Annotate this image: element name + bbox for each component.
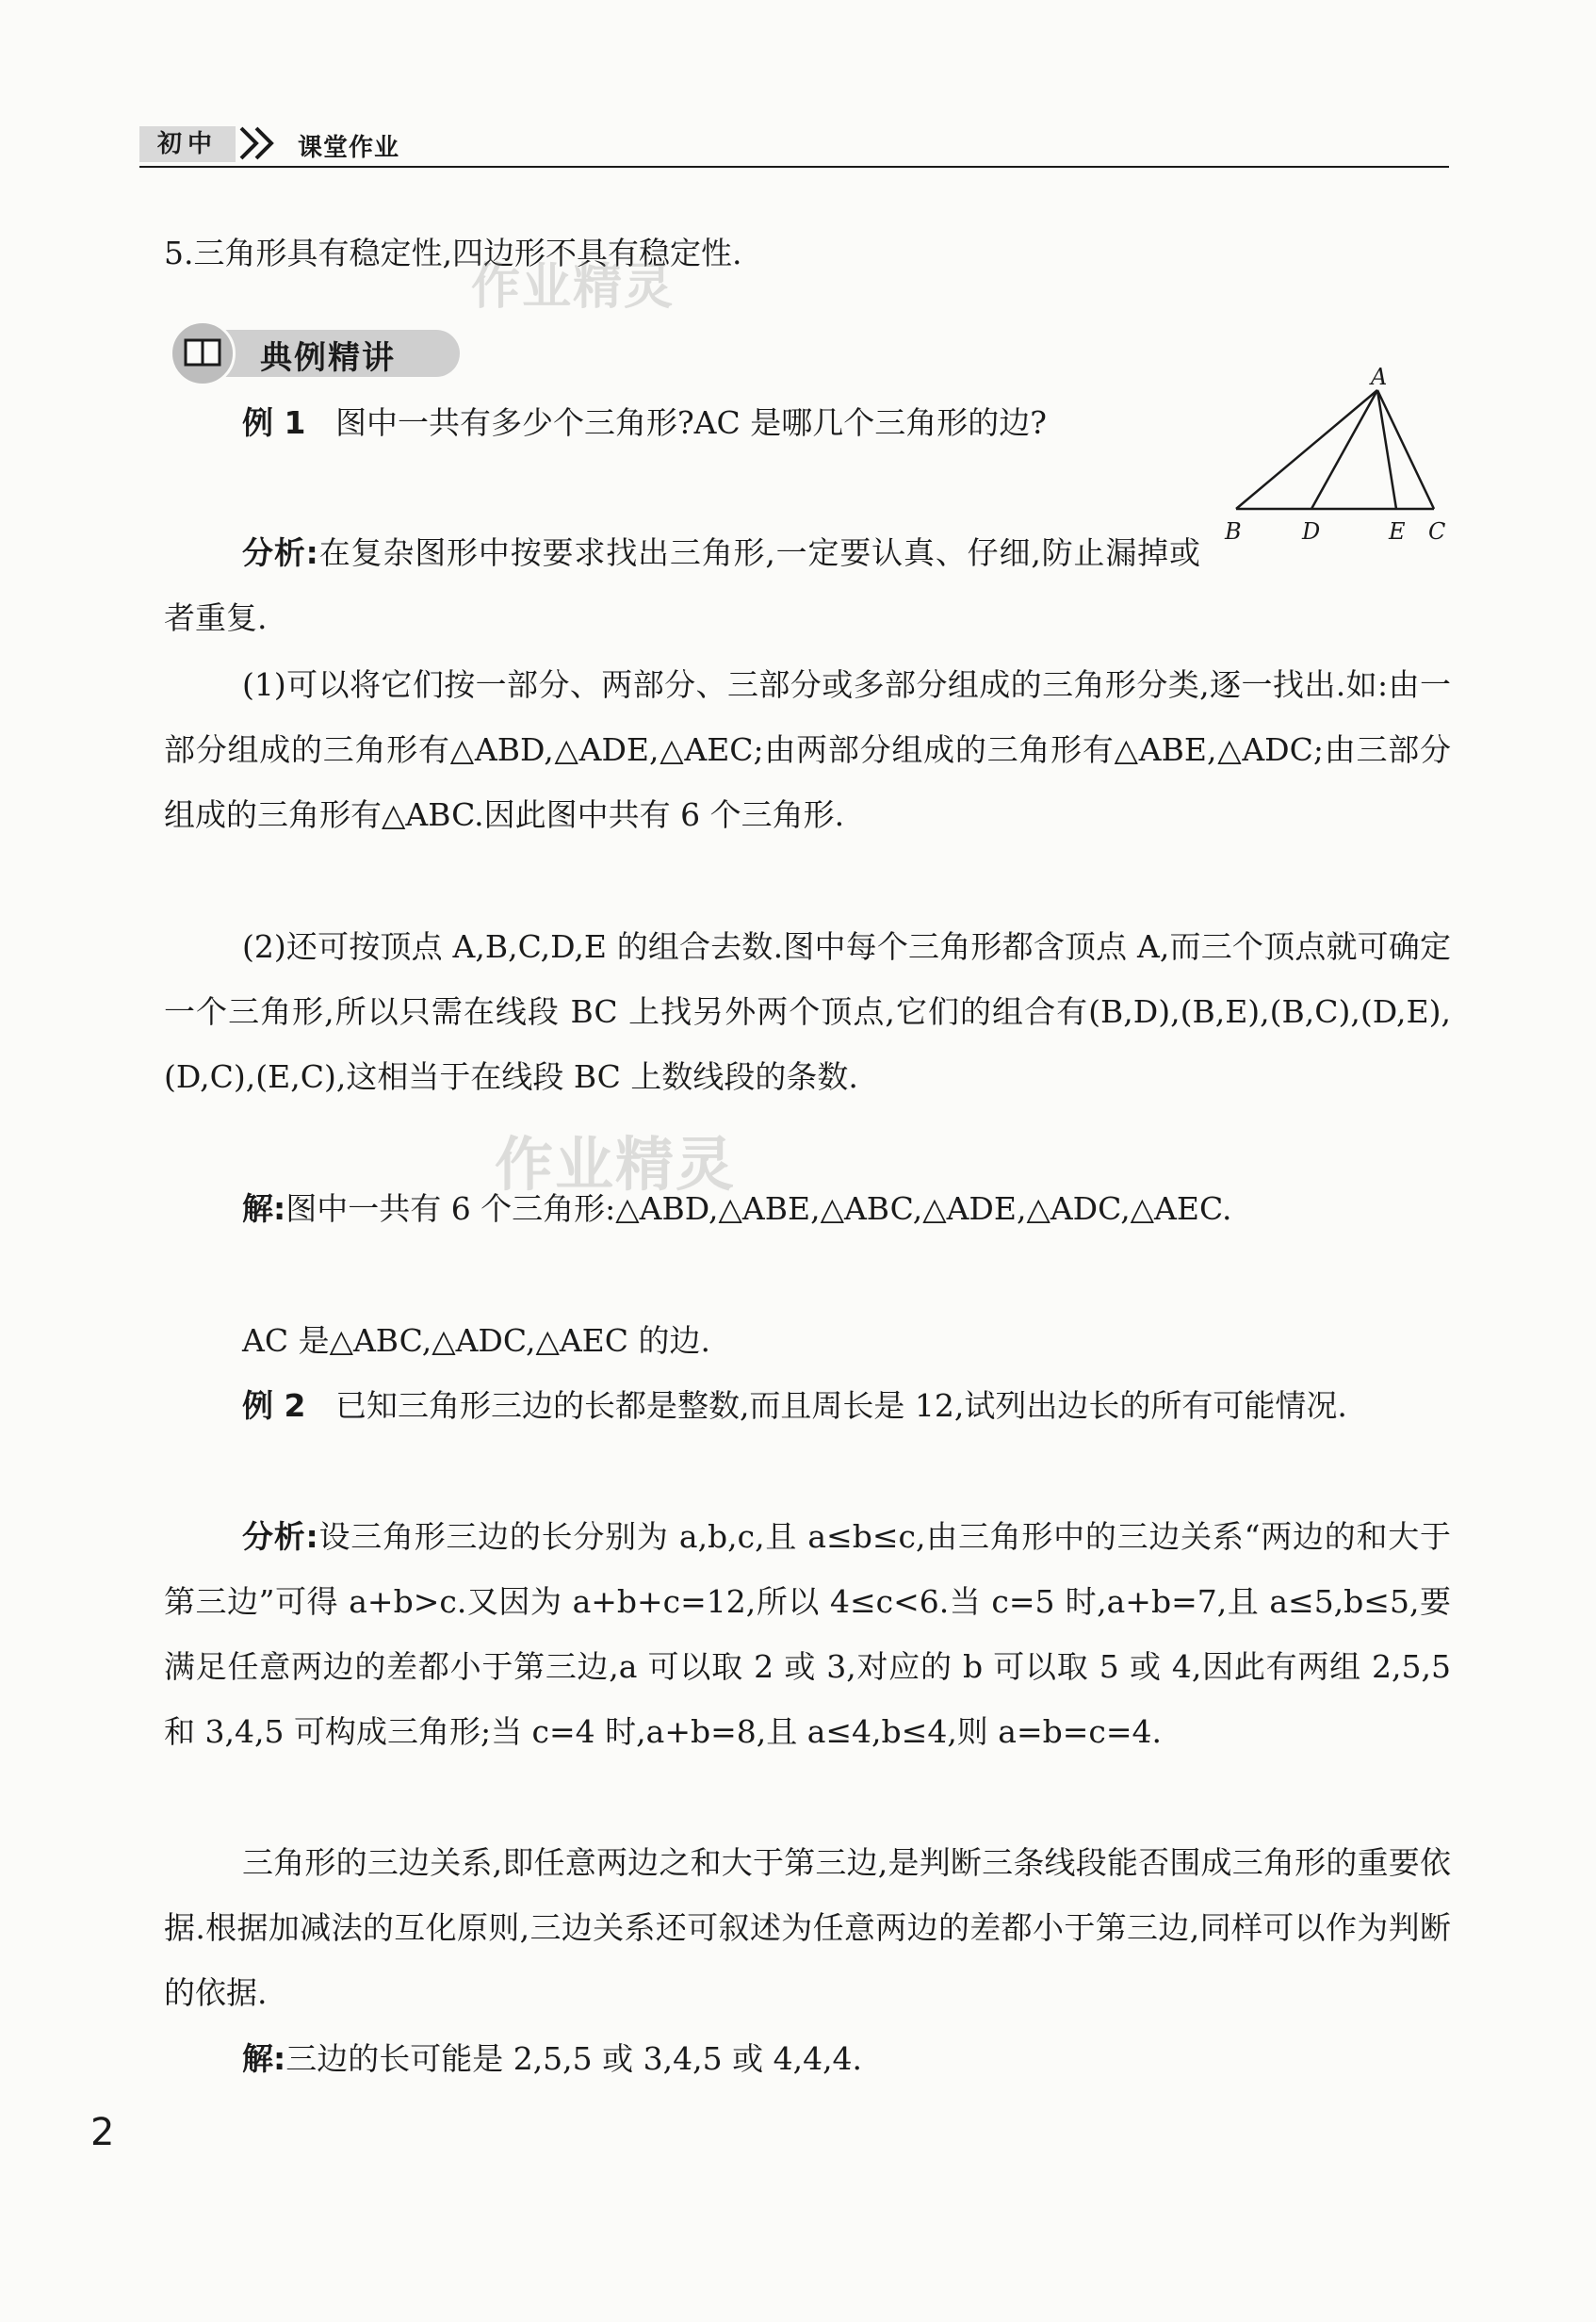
series-title: 课堂作业: [298, 134, 400, 162]
analysis-label: 分析:: [242, 534, 318, 571]
example1-method1: (1)可以将它们按一部分、两部分、三部分或多部分组成的三角形分类,逐一找出.如:由一部分组成的三角形有△ABD,△ADE,△AEC;由两部分组成的三角形有△ABE,△ADC;由三部分组成的三角形有△ABC.因此图中共有 6 个三角形.: [164, 666, 1451, 833]
solution-text: 图中一共有 6 个三角形:△ABD,△ABE,△ABC,△ADE,△ADC,△AEC.: [285, 1190, 1232, 1227]
section-title: 典例精讲: [260, 339, 396, 377]
solution-label: 解:: [242, 2040, 286, 2077]
vertex-label-d: D: [1302, 518, 1321, 545]
vertex-label-a: A: [1371, 366, 1388, 390]
example1-solution2: AC 是△ABC,△ADC,△AEC 的边.: [242, 1322, 710, 1359]
solution-text: 三边的长可能是 2,5,5 或 3,4,5 或 4,4,4.: [285, 2040, 863, 2077]
example1-solution: [164, 1176, 1451, 1241]
example1-question: [164, 390, 1200, 455]
analysis-text: 设三角形三边的长分别为 a,b,c,且 a≤b≤c,由三角形中的三边关系“两边的和大于第三边”可得 a+b>c.又因为 a+b+c=12,所以 4≤c<6.当 c=5 时,a+b=7,且 a≤5,b≤5,要满足任意两边的差都小于第三边,a 可以取 2 或 3,对应的 b 可以取 5 或 4,因此有两组 2,5,5 和 3,4,5 可构成三角形;当 c=4 时,a+b=8,且 a≤4,b≤4,则 a=b=c=4.: [164, 1518, 1452, 1750]
section-heading: [170, 320, 462, 384]
vertex-label-e: E: [1389, 518, 1406, 545]
page-number: 2: [90, 2111, 115, 2154]
example2-note: 三角形的三边关系,即任意两边之和大于第三边,是判断三条线段能否围成三角形的重要依据.根据加减法的互化原则,三边关系还可叙述为任意两边的差都小于第三边,同样可以作为判断的依据.: [164, 1844, 1451, 2011]
section-badge: [170, 320, 236, 386]
watermark: 作业精灵: [471, 259, 676, 316]
vertex-label-c: C: [1428, 518, 1446, 545]
point-5: 5.三角形具有稳定性,四边形不具有稳定性.: [164, 235, 742, 271]
example1-method2: (2)还可按顶点 A,B,C,D,E 的组合去数.图中每个三角形都含顶点 A,而三个顶点就可确定一个三角形,所以只需在线段 BC 上找另外两个顶点,它们的组合有(B,D),(B,E),(B,C),(D,E),(D,C),(E,C),这相当于在线段 BC 上数线段的条数.: [164, 928, 1451, 1095]
header-rule: [139, 166, 1449, 168]
page-header: [139, 123, 1449, 168]
segment-ad: [1311, 390, 1377, 509]
double-chevron-icon: [237, 123, 281, 166]
example1-text: 图中一共有多少个三角形?AC 是哪几个三角形的边?: [334, 404, 1047, 441]
example2-text: 已知三角形三边的长都是整数,而且周长是 12,试列出边长的所有可能情况.: [334, 1387, 1347, 1424]
example1-analysis: [164, 520, 1200, 650]
segment-ab: [1236, 390, 1377, 509]
watermark: 作业精灵: [495, 1130, 737, 1199]
example1-label: 例 1: [242, 404, 306, 441]
example2-solution: [164, 2026, 1451, 2091]
vertex-label-b: B: [1225, 518, 1242, 545]
book-icon: [172, 323, 233, 384]
analysis-label: 分析:: [242, 1518, 318, 1555]
example2-question: [164, 1373, 1451, 1438]
triangle-figure: [1215, 366, 1460, 554]
example2-analysis: [164, 1504, 1451, 1764]
example2-label: 例 2: [242, 1387, 306, 1424]
analysis-text: 在复杂图形中按要求找出三角形,一定要认真、仔细,防止漏掉或者重复.: [164, 534, 1201, 636]
solution-label: 解:: [242, 1190, 286, 1227]
grade-label: 初中: [139, 126, 236, 162]
